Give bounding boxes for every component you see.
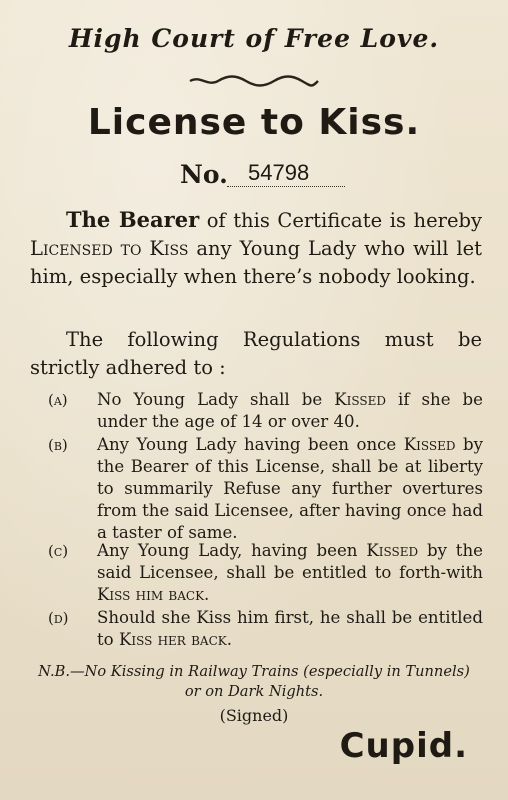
signature: Cupid. [339, 726, 468, 766]
intro-paragraph [30, 206, 482, 291]
signed-label: (Signed) [219, 706, 289, 725]
number-value: 54798 [248, 160, 310, 185]
rule-text [97, 540, 483, 606]
rule-letter: (d) [48, 609, 69, 627]
court-heading: High Court of Free Love. [68, 24, 440, 53]
rule-letter: (a) [48, 391, 68, 409]
rule-letter: (c) [48, 542, 69, 560]
regulations-intro: The following Regulations must be strictly adhered to : [30, 328, 482, 379]
rule-text-part: No Young Lady shall be [97, 390, 335, 409]
rule-text-part: if she be under the age of 14 or over 40. [97, 390, 483, 431]
rule-text [97, 389, 483, 433]
number-label: No. [180, 160, 228, 189]
rule-text-part: Any Young Lady having been once [97, 435, 404, 454]
rule-text-smallcaps: Kiss him back. [97, 585, 210, 604]
rule-text-smallcaps: Kissed [334, 390, 386, 409]
note-text: N.B.—No Kissing in Railway Trains (especially in Tunnels) or on Dark Nights. [38, 663, 470, 700]
rule-letter: (b) [48, 436, 68, 454]
licensed-text: Licensed to Kiss [30, 237, 189, 260]
license-title: License to Kiss. [87, 102, 421, 143]
rule-text-part: Any Young Lady, having been [97, 541, 367, 560]
rule-text-part: by the said Licensee, shall be entitled to forth-with [97, 541, 483, 582]
rule-text [97, 434, 483, 544]
bearer-text: The Bearer [66, 207, 200, 232]
license-number [180, 160, 350, 190]
intro-text-1: of this Certificate is hereby [199, 209, 482, 232]
rule-text-part: Should she Kiss him first, he shall be entitled to [97, 608, 483, 649]
intro-text-2: any Young Lady who will let him, especially when there’s nobody looking. [30, 237, 482, 288]
rule-text [97, 607, 483, 651]
rule-text-smallcaps: Kissed [366, 541, 419, 560]
ornament-divider-icon [188, 74, 320, 88]
rule-text-part: by the Bearer of this License, shall be at liberty to summarily Refuse any further overtures from the said Licensee, after having once had a taster of same. [97, 435, 483, 542]
rule-text-smallcaps: Kissed [403, 435, 456, 454]
number-underline [227, 186, 345, 187]
rule-text-smallcaps: Kiss her back. [118, 630, 233, 649]
